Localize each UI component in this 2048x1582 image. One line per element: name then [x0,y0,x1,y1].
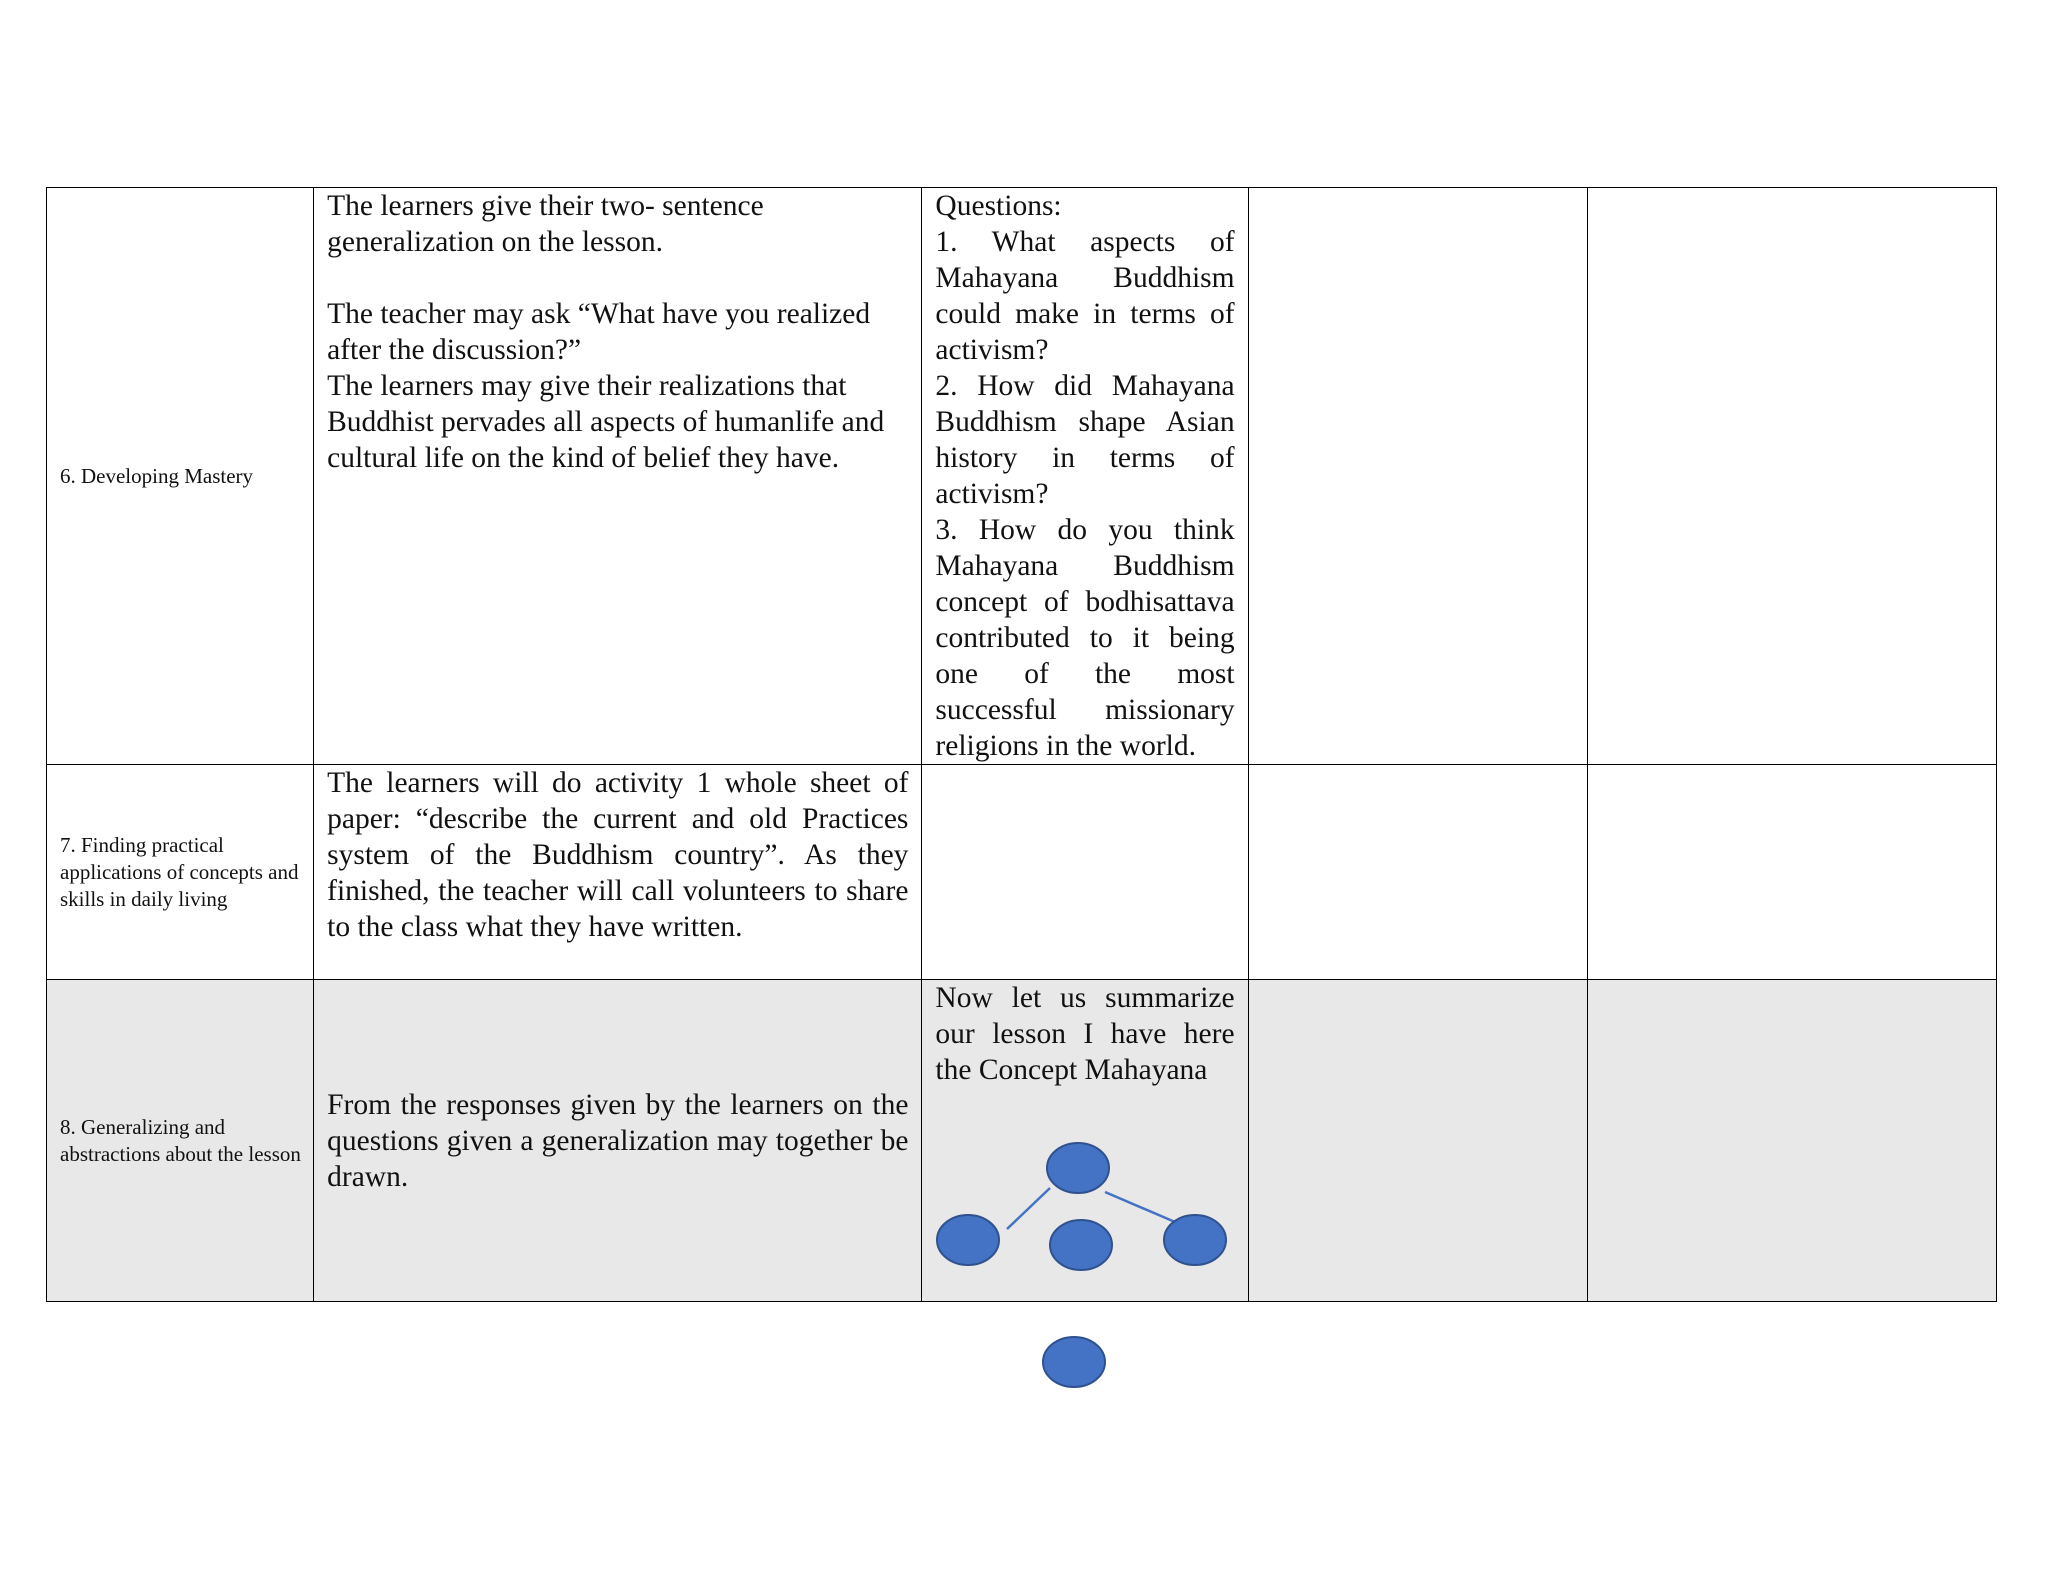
question-line: 2. How did Mahayana [935,370,1235,402]
question-line: 1. What aspects of [935,226,1235,258]
lesson-plan-table [46,187,1997,1302]
empty-cell [1587,188,1996,765]
summary-cell [922,980,1248,1302]
table-row [47,980,1997,1302]
connector-line [1105,1192,1175,1222]
procedure-text: From the responses given by the learners on the questions given a generalization may together be drawn. [327,1088,909,1193]
concept-map-diagram [922,980,1248,1301]
summary-text: Now let us summarize our lesson I have here the Concept Mahayana [935,982,1235,1086]
row-label: 7. Finding practical applications of concepts and skills in daily living [60,832,299,911]
question-line: Buddhism shape Asian [935,406,1235,438]
question-line: religions in the world. [935,730,1196,762]
procedure-cell [314,980,922,1302]
empty-cell [1248,980,1587,1302]
table-row [47,188,1997,765]
question-line: successful missionary [935,694,1235,726]
row-label-cell [47,188,314,765]
empty-cell [922,765,1248,980]
procedure-text: The learners may give their realizations that Buddhist pervades all aspects of humanlife and cultural life on the kind of belief they have. [327,370,885,474]
empty-cell [1587,765,1996,980]
row-label: 6. Developing Mastery [60,463,254,488]
question-line: contributed to it being [935,622,1235,654]
procedure-cell [314,188,922,765]
concept-node-left [937,1215,999,1265]
question-line: 3. How do you think [935,514,1235,546]
procedure-text: The learners give their two- sentence generalization on the lesson. [327,190,764,258]
procedure-text: The teacher may ask “What have you realized after the discussion?” [327,298,871,366]
concept-node-right [1164,1215,1226,1265]
question-line: activism? [935,334,1049,366]
question-line: activism? [935,478,1049,510]
concept-node-middle [1050,1220,1112,1270]
table-row [47,765,1997,980]
questions-list [922,188,1247,764]
row-label-cell [47,980,314,1302]
empty-cell [1248,765,1587,980]
question-line: could make in terms of [935,298,1235,330]
concept-node-top [1047,1143,1109,1193]
connector-line [1007,1188,1050,1229]
row-label-cell [47,765,314,980]
question-line: one of the most [935,658,1235,690]
procedure-text: The learners will do activity 1 whole sheet of paper: “describe the current and old Practices system of the Buddhism country”. As they finished, the teacher will call volunteers to share to the class what they have written. [327,767,909,943]
question-line: Mahayana Buddhism [935,550,1235,582]
question-line: Mahayana Buddhism [935,262,1235,294]
questions-cell [922,188,1248,765]
question-line: concept of bodhisattava [935,586,1235,618]
empty-cell [1248,188,1587,765]
question-line: history in terms of [935,442,1235,474]
row-label: 8. Generalizing and abstractions about the lesson [60,1114,301,1166]
procedure-cell [314,765,922,980]
empty-cell [1587,980,1996,1302]
concept-node-below [1040,1334,1108,1390]
questions-title: Questions: [935,190,1062,222]
